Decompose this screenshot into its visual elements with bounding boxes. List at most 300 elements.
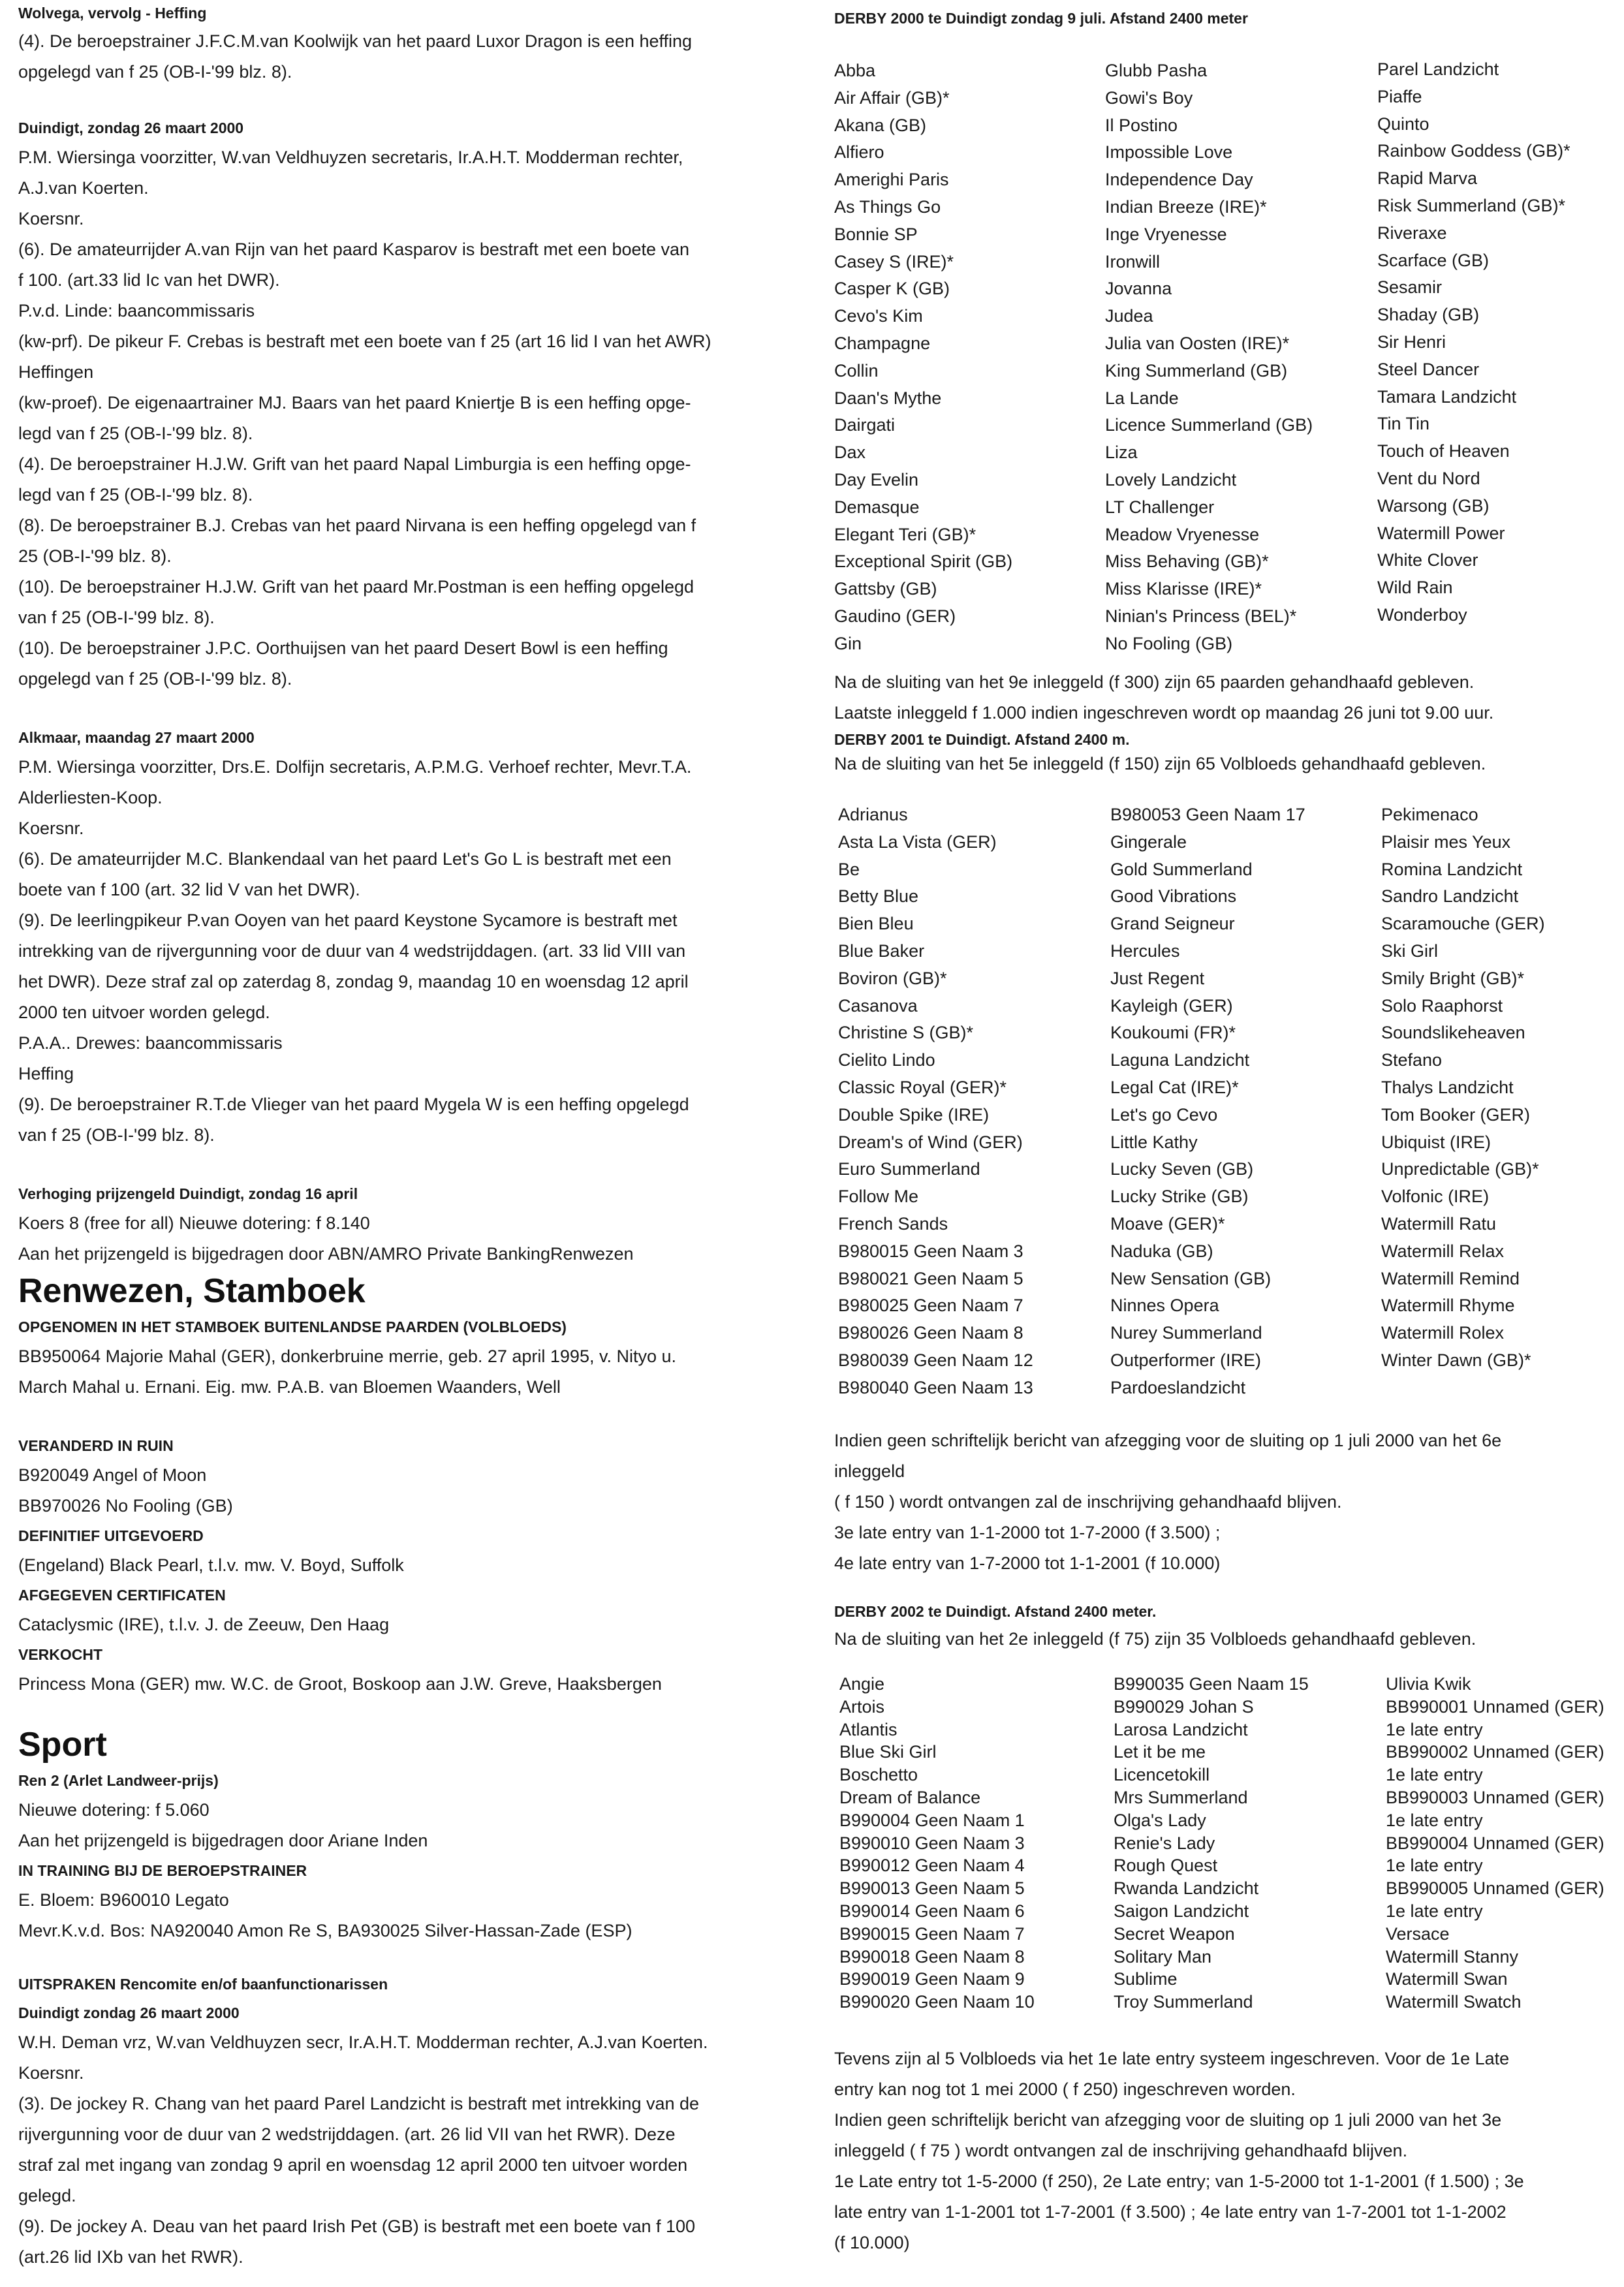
entry-name: B990015 Geen Naam 7 xyxy=(839,1923,1025,1944)
text-line: 1e Late entry tot 1-5-2000 (f 250), 2e Late entry; van 1-5-2000 tot 1-1-2001 (f 1.500) ; 3e xyxy=(834,2171,1524,2191)
entry-name: B990012 Geen Naam 4 xyxy=(839,1856,1025,1876)
text-line: BB970026 No Fooling (GB) xyxy=(18,1496,233,1516)
entry-name: Mrs Summerland xyxy=(1114,1787,1248,1807)
certificaten-heading: AFGEGEVEN CERTIFICATEN xyxy=(18,1587,226,1604)
text-line: boete van f 100 (art. 32 lid V van het DWR). xyxy=(18,880,360,899)
entry-name: Quinto xyxy=(1377,114,1429,134)
entry-name: Lovely Landzicht xyxy=(1105,469,1237,490)
entry-name: Warsong (GB) xyxy=(1377,495,1490,516)
entry-name: Let it be me xyxy=(1114,1742,1206,1762)
entry-name: Wild Rain xyxy=(1377,578,1453,598)
entry-name: Champagne xyxy=(834,333,931,353)
text-line: (10). De beroepstrainer J.P.C. Oorthuijsen van het paard Desert Bowl is een heffing xyxy=(18,638,668,658)
derby-2002-col-2 xyxy=(1114,1673,1309,2014)
entry-name: Impossible Love xyxy=(1105,142,1233,163)
entry-name: Little Kathy xyxy=(1110,1132,1198,1152)
text-line: 2000 ten uitvoer worden gelegd. xyxy=(18,1003,270,1022)
text-line: intrekking van de rijvergunning voor de duur van 4 wedstrijddagen. (art. 33 lid VIII van xyxy=(18,941,686,961)
entry-name: B990018 Geen Naam 8 xyxy=(839,1946,1025,1967)
duindigt-heading: Duindigt, zondag 26 maart 2000 xyxy=(18,119,244,136)
text-line: 4e late entry van 1-7-2000 tot 1-1-2001 (f 10.000) xyxy=(834,1553,1221,1573)
renwezen-lines xyxy=(18,1341,802,1403)
entry-name: Ninnes Opera xyxy=(1110,1296,1219,1316)
derby-2002-col-1 xyxy=(839,1673,1035,2014)
text-line: 25 (OB-I-'99 blz. 8). xyxy=(18,546,172,566)
entry-name: B980040 Geen Naam 13 xyxy=(838,1377,1033,1397)
entry-name: Naduka (GB) xyxy=(1110,1241,1213,1261)
entry-name: Koukoumi (FR)* xyxy=(1110,1023,1236,1043)
entry-name: B990029 Johan S xyxy=(1114,1696,1254,1717)
duindigt-lines xyxy=(18,142,802,694)
entry-name: Olga's Lady xyxy=(1114,1810,1206,1830)
text-line: Koersnr. xyxy=(18,818,84,838)
entry-name: Exceptional Spirit (GB) xyxy=(834,552,1013,572)
text-line: Heffingen xyxy=(18,362,94,382)
text-line: (Engeland) Black Pearl, t.l.v. mw. V. Boyd, Suffolk xyxy=(18,1555,404,1575)
entry-name: Watermill Rolex xyxy=(1381,1323,1505,1343)
entry-name: Watermill Remind xyxy=(1381,1268,1520,1288)
entry-name: As Things Go xyxy=(834,196,941,217)
entry-name: Classic Royal (GER)* xyxy=(838,1077,1007,1097)
entry-name: Unpredictable (GB)* xyxy=(1381,1159,1539,1179)
entry-name: Pekimenaco xyxy=(1381,805,1478,824)
entry-name: Sesamir xyxy=(1377,277,1443,298)
entry-name: Day Evelin xyxy=(834,469,919,490)
entry-name: Demasque xyxy=(834,497,920,517)
text-line: het DWR). Deze straf zal op zaterdag 8, zondag 9, maandag 10 en woensdag 12 april xyxy=(18,972,689,991)
uitspraken-heading: UITSPRAKEN Rencomite en/of baanfunctionarissen xyxy=(18,1976,388,1993)
entry-name: Rapid Marva xyxy=(1377,168,1478,189)
entry-name: Dream's of Wind (GER) xyxy=(838,1132,1023,1152)
text-line: (10). De beroepstrainer H.J.W. Grift van het paard Mr.Postman is een heffing opgelegd xyxy=(18,577,695,597)
entry-name: Gin xyxy=(834,633,862,653)
wolvega-heading: Wolvega, vervolg - Heffing xyxy=(18,5,207,22)
entry-name: Wonderboy xyxy=(1377,604,1467,625)
derby-2000-entries xyxy=(834,57,1621,663)
entry-name: Adrianus xyxy=(838,805,908,824)
entry-name: Gingerale xyxy=(1110,832,1187,852)
derby-2001-notes xyxy=(834,1425,1621,1579)
entry-name: Ironwill xyxy=(1105,251,1161,272)
entry-name: B980039 Geen Naam 12 xyxy=(838,1350,1033,1370)
derby-2000-col-2 xyxy=(1105,57,1313,658)
entry-name: Glubb Pasha xyxy=(1105,61,1208,80)
entry-name: LT Challenger xyxy=(1105,497,1215,517)
entry-name: Licence Summerland (GB) xyxy=(1105,415,1313,435)
text-line: 3e late entry van 1-1-2000 tot 1-7-2000 (f 3.500) ; xyxy=(834,1523,1221,1542)
entry-name: Plaisir mes Yeux xyxy=(1381,832,1511,852)
entry-name: 1e late entry xyxy=(1386,1901,1483,1921)
entry-name: Legal Cat (IRE)* xyxy=(1110,1077,1239,1097)
entry-name: 1e late entry xyxy=(1386,1856,1483,1876)
text-line: (f 10.000) xyxy=(834,2233,910,2252)
text-line: inleggeld ( f 75 ) wordt ontvangen zal de inschrijving gehandhaafd blijven. xyxy=(834,2141,1408,2160)
entry-name: B990010 Geen Naam 3 xyxy=(839,1833,1025,1853)
ren-lines xyxy=(18,1795,802,1856)
entry-name: B990004 Geen Naam 1 xyxy=(839,1810,1025,1830)
entry-name: Risk Summerland (GB)* xyxy=(1377,195,1566,215)
entry-name: Julia van Oosten (IRE)* xyxy=(1105,333,1290,353)
text-line: March Mahal u. Ernani. Eig. mw. P.A.B. van Bloemen Waanders, Well xyxy=(18,1377,561,1397)
entry-name: Amerighi Paris xyxy=(834,170,949,190)
text-line: rijvergunning voor de duur van 2 wedstrijddagen. (art. 26 lid VII van het RWR). Deze xyxy=(18,2124,676,2144)
entry-name: 1e late entry xyxy=(1386,1810,1483,1830)
entry-name: B990035 Geen Naam 15 xyxy=(1114,1674,1309,1694)
certificaten-lines xyxy=(18,1610,802,1640)
derby-2002-intro: Na de sluiting van het 2e inleggeld (f 75) zijn 35 Volbloeds gehandhaafd gebleven. xyxy=(834,1629,1476,1649)
entry-name: Soundslikeheaven xyxy=(1381,1023,1525,1043)
derby-2001-intro: Na de sluiting van het 5e inleggeld (f 150) zijn 65 Volbloeds gehandhaafd gebleven. xyxy=(834,754,1486,773)
entry-name: Touch of Heaven xyxy=(1377,441,1510,461)
text-line: (8). De beroepstrainer B.J. Crebas van het paard Nirvana is een heffing opgelegd van f xyxy=(18,516,696,535)
text-line: B920049 Angel of Moon xyxy=(18,1465,207,1485)
derby-2002-heading: DERBY 2002 te Duindigt. Afstand 2400 meter. xyxy=(834,1603,1157,1620)
entry-name: Winter Dawn (GB)* xyxy=(1381,1350,1531,1370)
entry-name: B990013 Geen Naam 5 xyxy=(839,1878,1025,1899)
text-line: Indien geen schriftelijk bericht van afzegging voor de sluiting op 1 juli 2000 van het 6e xyxy=(834,1431,1502,1450)
entry-name: Gattsby (GB) xyxy=(834,579,937,599)
entry-name: Inge Vryenesse xyxy=(1105,224,1227,244)
entry-name: Akana (GB) xyxy=(834,115,927,135)
derby-2002-notes xyxy=(834,2044,1621,2258)
entry-name: Hercules xyxy=(1110,941,1180,961)
text-line: Koersnr. xyxy=(18,209,84,228)
entry-name: Sublime xyxy=(1114,1969,1178,1989)
text-line: P.M. Wiersinga voorzitter, W.van Veldhuyzen secretaris, Ir.A.H.T. Modderman rechter, xyxy=(18,148,683,167)
text-line: f 100. (art.33 lid Ic van het DWR). xyxy=(18,270,280,290)
entry-name: Meadow Vryenesse xyxy=(1105,524,1260,544)
derby-2001-heading: DERBY 2001 te Duindigt. Afstand 2400 m. xyxy=(834,731,1130,748)
text-line: ( f 150 ) wordt ontvangen zal de inschrijving gehandhaafd blijven. xyxy=(834,1492,1342,1512)
entry-name: Air Affair (GB)* xyxy=(834,87,950,108)
entry-name: Elegant Teri (GB)* xyxy=(834,524,976,544)
text-line: Aan het prijzengeld is bijgedragen door Ariane Inden xyxy=(18,1831,428,1850)
derby-2000-heading: DERBY 2000 te Duindigt zondag 9 juli. Afstand 2400 meter xyxy=(834,10,1248,27)
text-line: Indien geen schriftelijk bericht van afzegging voor de sluiting op 1 juli 2000 van het 3e xyxy=(834,2110,1502,2130)
entry-name: Outperformer (IRE) xyxy=(1110,1350,1262,1370)
entry-name: Rainbow Goddess (GB)* xyxy=(1377,141,1570,161)
derby-2002-col-3 xyxy=(1386,1673,1604,2014)
entry-name: Smily Bright (GB)* xyxy=(1381,968,1525,988)
text-line: Na de sluiting van het 9e inleggeld (f 300) zijn 65 paarden gehandhaafd gebleven. xyxy=(834,672,1475,692)
left-column xyxy=(18,0,802,2273)
duindigt-section xyxy=(18,114,802,694)
entry-name: Gowi's Boy xyxy=(1105,87,1193,108)
verhoging-lines xyxy=(18,1208,802,1269)
text-line: Aan het prijzengeld is bijgedragen door ABN/AMRO Private BankingRenwezen xyxy=(18,1244,634,1264)
definitief-heading: DEFINITIEF UITGEVOERD xyxy=(18,1527,204,1544)
entry-name: Ninian's Princess (BEL)* xyxy=(1105,606,1297,626)
sport-section xyxy=(18,1723,802,2273)
entry-name: New Sensation (GB) xyxy=(1110,1268,1272,1288)
entry-name: Dream of Balance xyxy=(839,1787,981,1807)
entry-name: Gold Summerland xyxy=(1110,859,1253,879)
text-line: W.H. Deman vrz, W.van Veldhuyzen secr, Ir.A.H.T. Modderman rechter, A.J.van Koerten. xyxy=(18,2032,708,2052)
text-line: P.M. Wiersinga voorzitter, Drs.E. Dolfijn secretaris, A.P.M.G. Verhoef rechter, Mevr.T.A. xyxy=(18,757,692,777)
entry-name: Vent du Nord xyxy=(1377,468,1480,488)
renwezen-subheading: OPGENOMEN IN HET STAMBOEK BUITENLANDSE PAARDEN (VOLBLOEDS) xyxy=(18,1318,567,1335)
entry-name: Cielito Lindo xyxy=(838,1050,935,1070)
text-line: (kw-proef). De eigenaartrainer MJ. Baars van het paard Kniertje B is een heffing opge- xyxy=(18,393,691,412)
text-line: Cataclysmic (IRE), t.l.v. J. de Zeeuw, Den Haag xyxy=(18,1615,390,1634)
entry-name: Watermill Ratu xyxy=(1381,1213,1497,1234)
entry-name: Blue Ski Girl xyxy=(839,1742,937,1762)
entry-name: Double Spike (IRE) xyxy=(838,1104,990,1125)
entry-name: Lucky Strike (GB) xyxy=(1110,1187,1249,1207)
entry-name: Let's go Cevo xyxy=(1110,1104,1218,1125)
text-line: late entry van 1-1-2001 tot 1-7-2001 (f 3.500) ; 4e late entry van 1-7-2001 tot 1-1-2002 xyxy=(834,2202,1507,2222)
entry-name: Sir Henri xyxy=(1377,332,1446,352)
entry-name: Il Postino xyxy=(1105,115,1178,135)
text-line: van f 25 (OB-I-'99 blz. 8). xyxy=(18,608,215,627)
training-heading: IN TRAINING BIJ DE BEROEPSTRAINER xyxy=(18,1862,307,1879)
entry-name: Follow Me xyxy=(838,1187,919,1207)
entry-name: Saigon Landzicht xyxy=(1114,1901,1249,1921)
text-line: (4). De beroepstrainer H.J.W. Grift van het paard Napal Limburgia is een heffing opge- xyxy=(18,454,691,474)
alkmaar-heading: Alkmaar, maandag 27 maart 2000 xyxy=(18,729,255,746)
text-line: (kw-prf). De pikeur F. Crebas is bestraft met een boete van f 25 (art 16 lid I van het AWR) xyxy=(18,332,711,351)
training-lines xyxy=(18,1885,802,1946)
text-line: (art.26 lid IXb van het RWR). xyxy=(18,2247,243,2267)
entry-name: No Fooling (GB) xyxy=(1105,633,1233,653)
renwezen-title: Renwezen, Stamboek xyxy=(18,1272,366,1310)
entry-name: Tin Tin xyxy=(1377,414,1430,434)
entry-name: Casanova xyxy=(838,995,918,1016)
text-line: (9). De leerlingpikeur P.van Ooyen van het paard Keystone Sycamore is bestraft met xyxy=(18,910,678,930)
renwezen-section xyxy=(18,1269,802,1700)
derby-2002-entries xyxy=(834,1673,1621,2015)
text-line: inleggeld xyxy=(834,1461,905,1481)
entry-name: Watermill Rhyme xyxy=(1381,1296,1515,1316)
entry-name: White Clover xyxy=(1377,550,1478,570)
verhoging-section xyxy=(18,1179,802,1269)
entry-name: Judea xyxy=(1105,306,1153,326)
entry-name: Cevo's Kim xyxy=(834,306,923,326)
entry-name: Casey S (IRE)* xyxy=(834,251,954,272)
ruin-lines xyxy=(18,1460,802,1521)
entry-name: Versace xyxy=(1386,1923,1450,1944)
entry-name: Boschetto xyxy=(839,1765,918,1785)
entry-name: Laguna Landzicht xyxy=(1110,1050,1250,1070)
text-line: legd van f 25 (OB-I-'99 blz. 8). xyxy=(18,485,253,505)
text-line: (9). De beroepstrainer R.T.de Vlieger van het paard Mygela W is een heffing opgelegd xyxy=(18,1095,689,1114)
text-line: Koersnr. xyxy=(18,2063,84,2083)
right-column xyxy=(834,0,1621,2258)
text-line: Koers 8 (free for all) Nieuwe dotering: f 8.140 xyxy=(18,1213,370,1233)
text-line: van f 25 (OB-I-'99 blz. 8). xyxy=(18,1125,215,1145)
entry-name: Steel Dancer xyxy=(1377,359,1480,379)
entry-name: Tamara Landzicht xyxy=(1377,386,1517,407)
entry-name: Rough Quest xyxy=(1114,1856,1218,1876)
derby-2000-section xyxy=(834,5,1621,728)
text-line: P.v.d. Linde: baancommissaris xyxy=(18,301,255,320)
entry-name: Liza xyxy=(1105,443,1138,463)
entry-name: BB990001 Unnamed (GER) xyxy=(1386,1696,1604,1717)
entry-name: Troy Summerland xyxy=(1114,1992,1253,2012)
wolvega-lines xyxy=(18,26,802,87)
entry-name: Gaudino (GER) xyxy=(834,606,956,626)
entry-name: Atlantis xyxy=(839,1719,898,1739)
entry-name: B980025 Geen Naam 7 xyxy=(838,1296,1023,1316)
entry-name: Rwanda Landzicht xyxy=(1114,1878,1259,1899)
entry-name: 1e late entry xyxy=(1386,1765,1483,1785)
entry-name: Collin xyxy=(834,360,879,381)
entry-name: Indian Breeze (IRE)* xyxy=(1105,196,1267,217)
entry-name: B990019 Geen Naam 9 xyxy=(839,1969,1025,1989)
entry-name: Watermill Swan xyxy=(1386,1969,1508,1989)
entry-name: B980026 Geen Naam 8 xyxy=(838,1323,1023,1343)
text-line: Alderliesten-Koop. xyxy=(18,788,163,807)
uitspraken-subheading: Duindigt zondag 26 maart 2000 xyxy=(18,2004,240,2021)
derby-2001-section xyxy=(834,728,1621,1579)
text-line: Heffing xyxy=(18,1064,74,1083)
text-line: E. Bloem: B960010 Legato xyxy=(18,1890,229,1910)
entry-name: Angie xyxy=(839,1674,885,1694)
entry-name: Watermill Swatch xyxy=(1386,1992,1522,2012)
alkmaar-lines xyxy=(18,752,802,1151)
text-line: Nieuwe dotering: f 5.060 xyxy=(18,1800,210,1820)
entry-name: Miss Klarisse (IRE)* xyxy=(1105,579,1262,599)
text-line: (6). De amateurrijder M.C. Blankendaal van het paard Let's Go L is bestraft met een xyxy=(18,849,672,869)
entry-name: Dax xyxy=(834,443,866,463)
verhoging-heading: Verhoging prijzengeld Duindigt, zondag 16 april xyxy=(18,1185,358,1202)
text-line: (6). De amateurrijder A.van Rijn van het paard Kasparov is bestraft met een boete van xyxy=(18,240,690,259)
entry-name: Watermill Stanny xyxy=(1386,1946,1519,1967)
entry-name: B980021 Geen Naam 5 xyxy=(838,1268,1023,1288)
entry-name: Parel Landzicht xyxy=(1377,59,1499,79)
entry-name: French Sands xyxy=(838,1213,948,1234)
entry-name: Christine S (GB)* xyxy=(838,1023,974,1043)
text-line: gelegd. xyxy=(18,2186,76,2205)
entry-name: Watermill Power xyxy=(1377,523,1505,543)
entry-name: B990020 Geen Naam 10 xyxy=(839,1992,1035,2012)
entry-name: Pardoeslandzicht xyxy=(1110,1377,1246,1397)
entry-name: BB990003 Unnamed (GER) xyxy=(1386,1787,1604,1807)
text-line: A.J.van Koerten. xyxy=(18,178,149,198)
entry-name: Lucky Seven (GB) xyxy=(1110,1159,1254,1179)
entry-name: Piaffe xyxy=(1377,86,1422,106)
ruin-heading: VERANDERD IN RUIN xyxy=(18,1437,174,1454)
entry-name: Stefano xyxy=(1381,1050,1443,1070)
derby-2000-col-1 xyxy=(834,57,1012,658)
text-line: Princess Mona (GER) mw. W.C. de Groot, Boskoop aan J.W. Greve, Haaksbergen xyxy=(18,1674,662,1694)
entry-name: Thalys Landzicht xyxy=(1381,1077,1514,1097)
entry-name: Grand Seigneur xyxy=(1110,914,1235,934)
derby-2001-col-2 xyxy=(1110,801,1305,1402)
entry-name: Shaday (GB) xyxy=(1377,305,1480,325)
sport-title: Sport xyxy=(18,1726,107,1764)
entry-name: Solitary Man xyxy=(1114,1946,1212,1967)
entry-name: B980053 Geen Naam 17 xyxy=(1110,805,1305,824)
entry-name: King Summerland (GB) xyxy=(1105,360,1288,381)
entry-name: Kayleigh (GER) xyxy=(1110,995,1233,1016)
entry-name: Tom Booker (GER) xyxy=(1381,1104,1531,1125)
text-line: (9). De jockey A. Deau van het paard Irish Pet (GB) is bestraft met een boete van f 100 xyxy=(18,2217,696,2236)
derby-2001-entries xyxy=(834,801,1621,1408)
entry-name: Riveraxe xyxy=(1377,223,1447,243)
derby-2000-col-3 xyxy=(1377,56,1570,629)
entry-name: Jovanna xyxy=(1105,279,1172,299)
text-line: legd van f 25 (OB-I-'99 blz. 8). xyxy=(18,424,253,443)
entry-name: Artois xyxy=(839,1696,885,1717)
text-line: BB950064 Majorie Mahal (GER), donkerbruine merrie, geb. 27 april 1995, v. Nityo u. xyxy=(18,1346,677,1366)
entry-name: Scarface (GB) xyxy=(1377,250,1490,270)
derby-2002-section xyxy=(834,1598,1621,2258)
text-line: (4). De beroepstrainer J.F.C.M.van Koolwijk van het paard Luxor Dragon is een heffing xyxy=(18,31,693,51)
entry-name: BB990004 Unnamed (GER) xyxy=(1386,1833,1604,1853)
entry-name: Euro Summerland xyxy=(838,1159,980,1179)
entry-name: Ski Girl xyxy=(1381,941,1438,961)
entry-name: Larosa Landzicht xyxy=(1114,1719,1248,1739)
entry-name: Casper K (GB) xyxy=(834,279,950,299)
derby-2001-col-1 xyxy=(838,801,1033,1402)
entry-name: 1e late entry xyxy=(1386,1719,1483,1739)
entry-name: Renie's Lady xyxy=(1114,1833,1215,1853)
entry-name: La Lande xyxy=(1105,388,1179,408)
entry-name: Nurey Summerland xyxy=(1110,1323,1262,1343)
derby-2000-notes xyxy=(834,667,1621,728)
text-line: Tevens zijn al 5 Volbloeds via het 1e late entry systeem ingeschreven. Voor de 1e Late xyxy=(834,2049,1510,2068)
entry-name: Asta La Vista (GER) xyxy=(838,832,997,852)
entry-name: BB990005 Unnamed (GER) xyxy=(1386,1878,1604,1899)
entry-name: Scaramouche (GER) xyxy=(1381,914,1545,934)
text-line: opgelegd van f 25 (OB-I-'99 blz. 8). xyxy=(18,62,292,82)
entry-name: Licencetokill xyxy=(1114,1765,1210,1785)
entry-name: Boviron (GB)* xyxy=(838,968,947,988)
entry-name: B990014 Geen Naam 6 xyxy=(839,1901,1025,1921)
entry-name: Solo Raaphorst xyxy=(1381,995,1503,1016)
text-line: entry kan nog tot 1 mei 2000 ( f 250) ingeschreven worden. xyxy=(834,2079,1296,2099)
entry-name: Sandro Landzicht xyxy=(1381,886,1519,907)
entry-name: Ubiquist (IRE) xyxy=(1381,1132,1491,1152)
entry-name: Moave (GER)* xyxy=(1110,1213,1225,1234)
verkocht-heading: VERKOCHT xyxy=(18,1646,103,1663)
ren-heading: Ren 2 (Arlet Landweer-prijs) xyxy=(18,1772,219,1789)
alkmaar-section xyxy=(18,723,802,1151)
text-line: Mevr.K.v.d. Bos: NA920040 Amon Re S, BA930025 Silver-Hassan-Zade (ESP) xyxy=(18,1921,632,1940)
text-line: opgelegd van f 25 (OB-I-'99 blz. 8). xyxy=(18,669,292,689)
entry-name: Ulivia Kwik xyxy=(1386,1674,1471,1694)
entry-name: Alfiero xyxy=(834,142,884,163)
entry-name: Daan's Mythe xyxy=(834,388,942,408)
entry-name: Romina Landzicht xyxy=(1381,859,1523,879)
entry-name: Bonnie SP xyxy=(834,224,918,244)
wolvega-section xyxy=(18,0,802,87)
entry-name: Abba xyxy=(834,61,876,80)
definitief-lines xyxy=(18,1550,802,1581)
entry-name: Watermill Relax xyxy=(1381,1241,1505,1261)
entry-name: Miss Behaving (GB)* xyxy=(1105,552,1269,572)
entry-name: Blue Baker xyxy=(838,941,925,961)
entry-name: BB990002 Unnamed (GER) xyxy=(1386,1742,1604,1762)
text-line: P.A.A.. Drewes: baancommissaris xyxy=(18,1033,283,1053)
text-line: Laatste inleggeld f 1.000 indien ingeschreven wordt op maandag 26 juni tot 9.00 uur. xyxy=(834,703,1494,723)
verkocht-lines xyxy=(18,1669,802,1700)
text-line: (3). De jockey R. Chang van het paard Parel Landzicht is bestraft met intrekking van de xyxy=(18,2094,700,2113)
uitspraken-lines xyxy=(18,2027,802,2273)
entry-name: Be xyxy=(838,859,860,879)
entry-name: Dairgati xyxy=(834,415,896,435)
entry-name: Secret Weapon xyxy=(1114,1923,1235,1944)
entry-name: B980015 Geen Naam 3 xyxy=(838,1241,1023,1261)
derby-2001-col-3 xyxy=(1381,801,1545,1375)
entry-name: Independence Day xyxy=(1105,170,1253,190)
entry-name: Bien Bleu xyxy=(838,914,914,934)
text-line: straf zal met ingang van zondag 9 april en woensdag 12 april 2000 ten uitvoer worden xyxy=(18,2155,688,2175)
entry-name: Volfonic (IRE) xyxy=(1381,1187,1490,1207)
entry-name: Betty Blue xyxy=(838,886,919,907)
entry-name: Good Vibrations xyxy=(1110,886,1237,907)
